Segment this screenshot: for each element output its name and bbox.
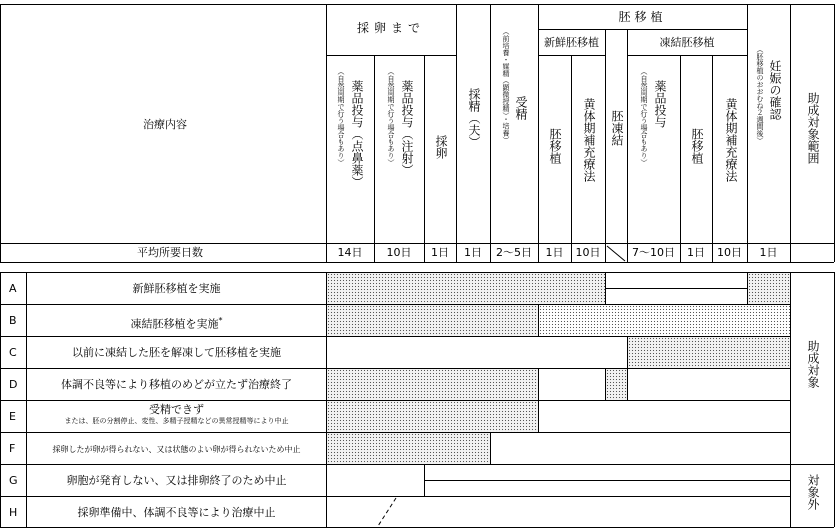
days-value-4: 1日: [464, 246, 482, 259]
frozen-sub-divider: [627, 55, 747, 56]
row-letter-d: D: [9, 378, 18, 391]
header-bottom-border: [0, 262, 834, 263]
row-text-e: 受精できず: [149, 403, 204, 416]
bar-e-main: [326, 400, 539, 433]
days-value-1: 14日: [337, 246, 363, 259]
row-letter-a: A: [9, 282, 17, 295]
row-text-b-main: 凍結胚移植を実施: [130, 317, 219, 331]
bar-d-sep: [538, 368, 539, 401]
bar-a-main: [326, 272, 606, 305]
bar-b-main: [326, 304, 539, 337]
row-text-f: 採卵したが卵が得られない、又は状態のよい卵が得られないため中止: [52, 445, 301, 454]
bar-c-main: [627, 336, 791, 369]
col-line-8: [605, 29, 606, 262]
days-value-3: 1日: [431, 246, 449, 259]
frozen-luteal-header: 黄体期補充療法: [724, 98, 738, 182]
row-letter-c: C: [9, 346, 17, 359]
col-line-9: [627, 29, 628, 262]
drug-injection-header: 薬品投与（注射）: [400, 80, 414, 176]
header-left-border: [0, 4, 1, 262]
bar-d-freeze: [605, 368, 628, 401]
row-note-e: または、胚の分割停止、変性、多精子授精などの異常授精等により中止: [64, 417, 289, 425]
col-line-10: [680, 55, 681, 262]
empty-days-diagonal: [605, 244, 627, 262]
bar-a-pregnancy: [747, 272, 791, 305]
col-line-1: [326, 4, 327, 262]
fertilization-note: （前培養・媒精（顕微授精）・培養）: [502, 28, 510, 144]
row-text-b-asterisk: *: [218, 316, 223, 325]
drug-nasal-header: 薬品投与（点鼻薬）: [350, 80, 364, 188]
row-letter-b: B: [9, 314, 17, 327]
days-value-9: 7〜10日: [632, 246, 675, 259]
fresh-luteal-header: 黄体期補充療法: [582, 98, 596, 182]
days-value-2: 10日: [386, 246, 412, 259]
embryo-transfer-group-header: 胚移植: [618, 10, 667, 24]
fertilization-header: 受精: [514, 96, 528, 120]
col-line-4: [456, 4, 457, 262]
frozen-transfer-header: 凍結胚移植: [659, 36, 715, 49]
row-text-b: [27, 314, 326, 331]
embryo-freeze-header: 胚凍結: [610, 110, 624, 146]
treatment-content-header: 治療内容: [143, 118, 187, 131]
days-value-11: 10日: [717, 246, 742, 259]
row-text-a: 新鮮胚移植を実施: [132, 282, 221, 295]
header-days-divider: [0, 243, 834, 244]
days-value-6: 1日: [545, 246, 564, 259]
drug-nasal-note: （自然周期で行う場合もあり）: [337, 68, 345, 166]
egg-retrieval-header: 採卵: [434, 135, 448, 159]
bar-d-main: [326, 368, 539, 401]
row-text-g: 卵胞が発育しない、又は排卵終了のため中止: [66, 474, 287, 487]
subsidy-target-label: 助成対象: [806, 340, 820, 388]
frozen-drug-note: （自然周期で行う場合もあり）: [640, 68, 648, 166]
saiyou-made-header: 採卵まで: [356, 21, 425, 35]
days-value-12: 1日: [759, 246, 778, 259]
transfer-group-divider: [538, 29, 747, 30]
days-value-10: 1日: [687, 246, 705, 259]
row-text-c: 以前に凍結した胚を解凍して胚移植を実施: [72, 346, 281, 359]
header-right-border: [834, 4, 835, 262]
drug-injection-note: （自然周期で行う場合もあり）: [387, 68, 395, 166]
fresh-et-header: 胚移植: [548, 128, 562, 164]
pregnancy-check-note: （胚移植のおおむね２週間後）: [756, 46, 764, 144]
not-target-label: 対象外: [806, 474, 820, 510]
fresh-transfer-header: 新鮮胚移植: [544, 36, 599, 49]
col-line-5: [490, 4, 491, 262]
row-letter-h: H: [9, 506, 18, 519]
table-top-border: [0, 4, 834, 5]
row-text-d: 体調不良等により移植のめどが立たず治療終了: [61, 378, 292, 391]
bar-b-freeze: [538, 304, 791, 337]
bar-f-main: [326, 432, 491, 465]
row-letter-e: E: [9, 410, 16, 423]
saiyou-sub-divider: [326, 55, 456, 56]
body-bottom-border: [0, 527, 834, 528]
days-label: 平均所要日数: [137, 246, 203, 259]
row-text-h: 採卵準備中、体調不良等により治療中止: [77, 506, 276, 519]
sperm-collection-header: 採精（夫）: [467, 88, 481, 148]
col-line-7: [571, 55, 572, 262]
bar-g-line: [424, 480, 790, 481]
frozen-drug-header: 薬品投与: [653, 80, 667, 128]
col-line-12: [747, 4, 748, 262]
col-line-11: [712, 55, 713, 262]
col-line-13: [790, 4, 791, 262]
col-line-3: [424, 55, 425, 262]
row-letter-g: G: [9, 474, 18, 487]
subsidy-range-header: 助成対象範囲: [806, 92, 820, 164]
pregnancy-check-header: 妊娠の確認: [768, 60, 782, 120]
col-line-2: [374, 55, 375, 262]
row-letter-f: F: [9, 442, 16, 455]
bar-a-line: [605, 288, 748, 289]
frozen-et-header: 胚移植: [690, 128, 704, 164]
days-value-5: 2〜5日: [496, 246, 532, 259]
body-right-border: [834, 272, 835, 527]
bar-h-line: [400, 496, 790, 497]
days-value-7: 10日: [575, 246, 601, 259]
bar-h-dashed: [370, 496, 410, 528]
